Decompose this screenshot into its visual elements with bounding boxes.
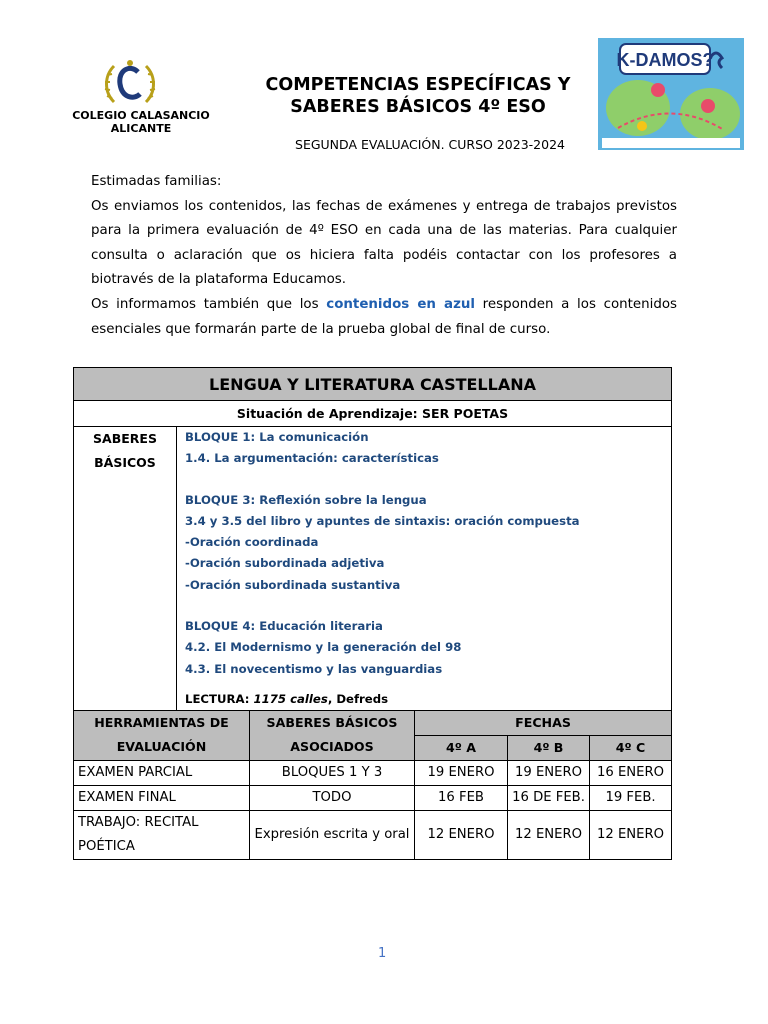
subject-title: LENGUA Y LITERATURA CASTELLANA [74, 368, 672, 401]
saberes-content [177, 427, 672, 711]
saberes-label [74, 427, 177, 711]
content-line: -Oración subordinada sustantiva [185, 577, 401, 592]
title-line1: COMPETENCIAS ESPECÍFICAS Y [265, 75, 571, 95]
greeting: Estimadas familias: [91, 174, 222, 189]
intro-paragraph-1: Os enviamos los contenidos, las fechas de exámenes y entrega de trabajos previstos para la primera evaluación de 4º ESO en cada una de las materias. Para cualquier consulta o aclaración que os hiciera falta podéis contactar con los profesores a biotravés de la plataforma Educamos. [91, 198, 677, 288]
table-row [74, 785, 672, 810]
subject-table [73, 367, 672, 860]
bloque-1-heading: BLOQUE 1: La comunicación [185, 430, 369, 444]
saberes-label-line1: SABERES [93, 431, 157, 446]
learning-situation: Situación de Aprendizaje: SER POETAS [74, 401, 672, 427]
row-date-a: 12 ENERO [415, 810, 508, 859]
row-tool: EXAMEN PARCIAL [74, 760, 250, 785]
page-number: 1 [378, 946, 387, 961]
col-header-tools-line2: EVALUACIÓN [116, 739, 207, 755]
content-line: -Oración subordinada adjetiva [185, 556, 385, 571]
row-date-b: 12 ENERO [508, 810, 590, 859]
content-line: 1.4. La argumentación: características [185, 451, 439, 466]
col-header-fechas: FECHAS [415, 710, 672, 735]
row-saberes: Expresión escrita y oral [250, 810, 415, 859]
lectura-author: , Defreds [327, 691, 389, 706]
col-header-saberes [250, 710, 415, 760]
row-date-a: 19 ENERO [415, 760, 508, 785]
row-date-c: 16 ENERO [590, 760, 672, 785]
page-title [248, 74, 588, 118]
bloque-4-heading: BLOQUE 4: Educación literaria [185, 619, 383, 634]
school-name [62, 109, 220, 135]
school-name-line2: ALICANTE [110, 122, 172, 135]
saberes-label-line2: BÁSICOS [94, 455, 156, 470]
row-saberes: TODO [250, 785, 415, 810]
table-row [74, 760, 672, 785]
content-line: 3.4 y 3.5 del libro y apuntes de sintaxis: oración compuesta [185, 513, 580, 528]
content-line: 4.2. El Modernismo y la generación del 98 [185, 640, 462, 655]
content-line: 4.3. El novecentismo y las vanguardias [185, 661, 443, 676]
col-header-group-a: 4º A [415, 735, 508, 760]
row-date-c: 19 FEB. [590, 785, 672, 810]
content-line: -Oración coordinada [185, 535, 319, 550]
table-row [74, 810, 672, 859]
row-tool: TRABAJO: RECITAL POÉTICA [74, 810, 250, 859]
p2-before: Os informamos también que los [91, 296, 327, 312]
row-date-c: 12 ENERO [590, 810, 672, 859]
row-date-a: 16 FEB [415, 785, 508, 810]
col-header-saberes-line1: SABERES BÁSICOS [266, 715, 398, 731]
col-header-tools-line1: HERRAMIENTAS DE [94, 715, 229, 731]
lectura-title: 1175 calles [253, 691, 328, 706]
school-name-line1: COLEGIO CALASANCIO [72, 109, 210, 122]
col-header-saberes-line2: ASOCIADOS [290, 739, 374, 755]
p2-highlight: contenidos en azul [326, 296, 475, 312]
col-header-tools [74, 710, 250, 760]
lectura-label: LECTURA: [185, 691, 250, 706]
row-tool: EXAMEN FINAL [74, 785, 250, 810]
campaign-poster [598, 38, 744, 150]
row-date-b: 16 DE FEB. [508, 785, 590, 810]
col-header-group-b: 4º B [508, 735, 590, 760]
intro-text [91, 170, 677, 342]
intro-paragraph-2 [91, 293, 677, 342]
p2-after: responden a los contenidos esenciales que formarán parte de la prueba global de final de curso. [91, 296, 677, 337]
lectura-line [185, 688, 663, 710]
col-header-group-c: 4º C [590, 735, 672, 760]
poster-title: K-DAMOS? [616, 50, 714, 70]
bloque-3-heading: BLOQUE 3: Reflexión sobre la lengua [185, 492, 427, 507]
title-line2: SABERES BÁSICOS 4º ESO [290, 97, 546, 117]
row-saberes: BLOQUES 1 Y 3 [250, 760, 415, 785]
row-date-b: 19 ENERO [508, 760, 590, 785]
page-subtitle: SEGUNDA EVALUACIÓN. CURSO 2023-2024 [295, 137, 565, 152]
school-logo-icon [100, 58, 160, 110]
